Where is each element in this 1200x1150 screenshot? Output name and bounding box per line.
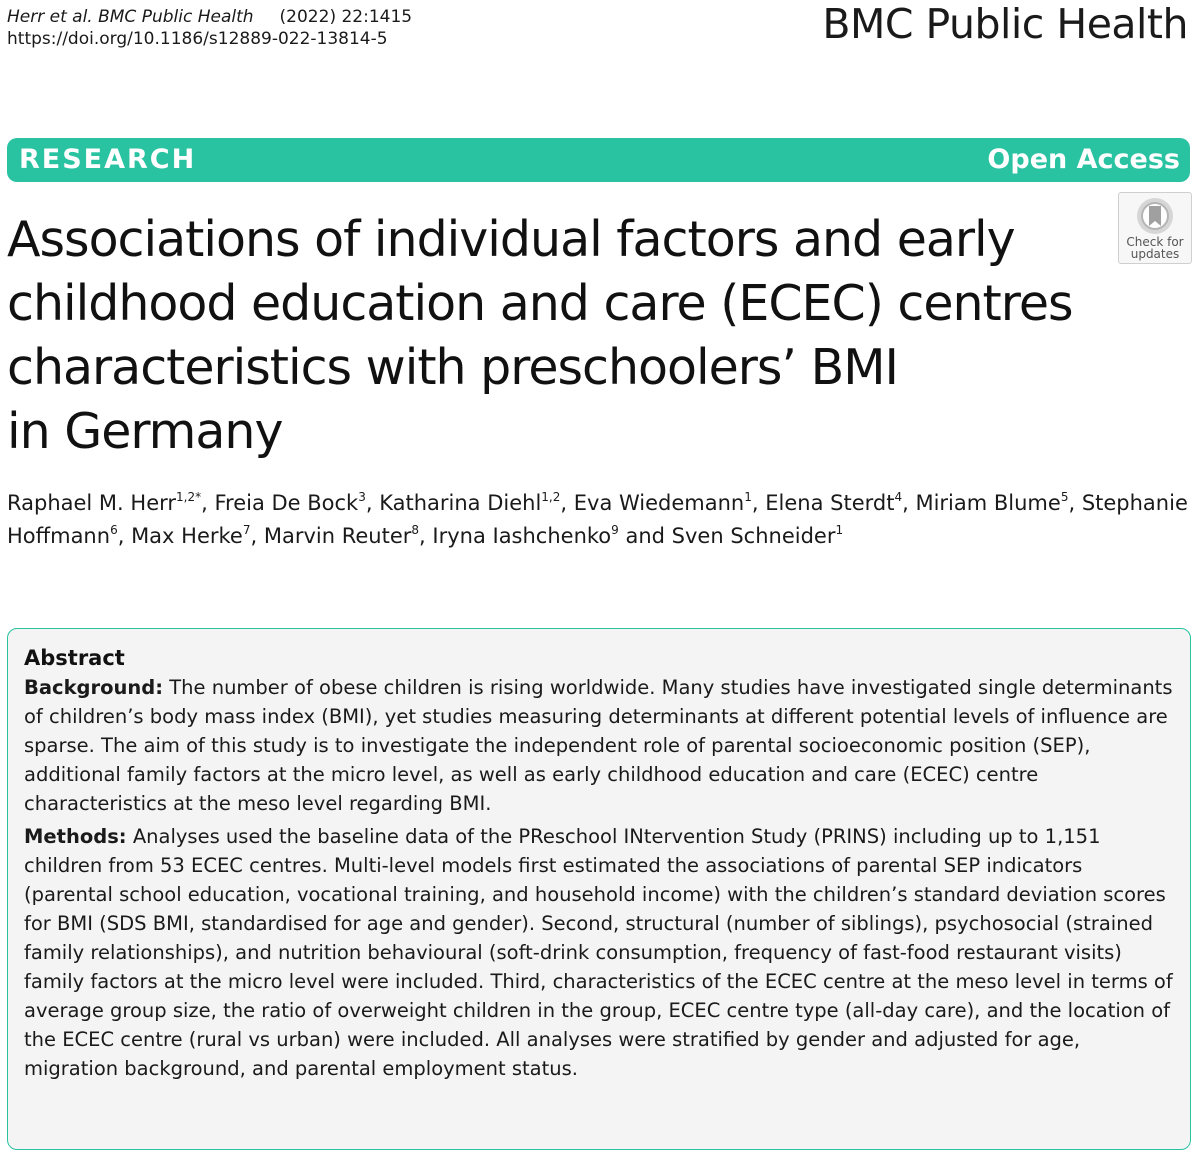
background-text: The number of obese children is rising worldwide. Many studies have investigated single determinants of children’s body mass index (BMI), yet studies measuring determinants at different potential levels of influence are sparse. The aim of this study is to investigate the independent role of parental socioeconomic position (SEP), additional family factors at the micro level, as well as early childhood education and care (ECEC) centre characteristics at the meso level regarding BMI. — [24, 676, 1173, 815]
background-paragraph — [24, 673, 1174, 818]
author-name: Miriam Blume — [915, 491, 1061, 515]
author[interactable] — [264, 524, 419, 548]
journal-name: BMC Public Health — [822, 0, 1188, 48]
author-name: Stephanie Hoffmann — [7, 491, 1188, 548]
author-separator: , — [365, 491, 380, 515]
author-affiliation: 3 — [358, 490, 366, 504]
article-type-banner — [7, 138, 1190, 182]
methods-paragraph — [24, 822, 1174, 1083]
author-name: Iryna Iashchenko — [432, 524, 612, 548]
author-name: Elena Sterdt — [765, 491, 895, 515]
author-separator: , — [250, 524, 264, 548]
methods-text: Analyses used the baseline data of the PReschool INtervention Study (PRINS) including up to 1,151 children from 53 ECEC centres. Multi-level models first estimated the associations of parental SEP indicators (parental school education, vocational training, and household income) with the children’s standard deviation scores for BMI (SDS BMI, standardised for age and gender). Second, structural (number of siblings), psychosocial (strained family relationships), and nutrition behavioural (soft-drink consumption, frequency of fast-food restaurant visits) family factors at the micro level were included. Third, characteristics of the ECEC centre at the meso level in terms of average group size, the ratio of overweight children in the group, ECEC centre type (all-day care), and the location of the ECEC centre (rural vs urban) were included. All analyses were stratified by gender and adjusted for age, migration background, and parental employment status. — [24, 825, 1173, 1080]
title-line: childhood education and care (ECEC) centres — [7, 275, 1073, 332]
check-for-updates-button[interactable] — [1118, 192, 1192, 264]
doi-link[interactable]: https://doi.org/10.1186/s12889-022-13814-5 — [7, 29, 388, 49]
citation-year-volume: (2022) 22:1415 — [279, 7, 413, 27]
title-line: Associations of individual factors and early — [7, 211, 1015, 268]
author-affiliation: 1 — [835, 523, 844, 537]
author-affiliation: 8 — [411, 523, 420, 537]
author[interactable] — [7, 491, 201, 515]
author[interactable] — [432, 524, 618, 548]
bookmark-icon — [1135, 196, 1175, 236]
citation-authors: Herr et al. BMC Public Health — [7, 7, 254, 27]
methods-label: Methods: — [24, 825, 127, 848]
author[interactable] — [131, 524, 250, 548]
author-separator: , — [560, 491, 574, 515]
article-title — [7, 208, 1112, 464]
author-name: Eva Wiedemann — [573, 491, 745, 515]
open-access-label: Open Access — [987, 144, 1180, 175]
author[interactable] — [379, 491, 560, 515]
check-updates-line1: Check for — [1126, 235, 1184, 249]
abstract-box — [7, 628, 1191, 1150]
author-separator: , — [117, 524, 132, 548]
author-name: Marvin Reuter — [263, 524, 412, 548]
background-label: Background: — [24, 676, 164, 699]
author-affiliation: 1 — [744, 490, 752, 504]
article-type-label: RESEARCH — [19, 144, 197, 175]
author-list — [7, 487, 1192, 553]
author[interactable] — [765, 491, 902, 515]
abstract-heading: Abstract — [24, 646, 125, 670]
author-affiliation: 6 — [110, 523, 118, 537]
author-separator: , — [201, 491, 215, 515]
author-affiliation: 9 — [611, 523, 619, 537]
title-line: in Germany — [7, 403, 283, 460]
author[interactable] — [214, 491, 365, 515]
author-separator: and — [618, 524, 672, 548]
author-affiliation: 4 — [894, 490, 903, 504]
author-affiliation: 1,2* — [176, 490, 202, 504]
author[interactable] — [574, 491, 752, 515]
author-separator: , — [419, 524, 433, 548]
check-updates-line2: updates — [1130, 247, 1180, 261]
author[interactable] — [915, 491, 1068, 515]
author[interactable] — [672, 524, 843, 548]
author-affiliation: 1,2 — [541, 490, 561, 504]
author-separator: , — [902, 491, 916, 515]
author-name: Sven Schneider — [671, 524, 836, 548]
author-separator: , — [751, 491, 766, 515]
author-affiliation: 7 — [242, 523, 251, 537]
author-name: Freia De Bock — [214, 491, 359, 515]
author-affiliation: 5 — [1060, 490, 1069, 504]
author-name: Max Herke — [131, 524, 243, 548]
author-name: Katharina Diehl — [379, 491, 542, 515]
title-line: characteristics with preschoolers’ BMI — [7, 339, 898, 396]
author-separator: , — [1068, 491, 1082, 515]
author-name: Raphael M. Herr — [7, 491, 177, 515]
citation-block — [7, 6, 412, 50]
